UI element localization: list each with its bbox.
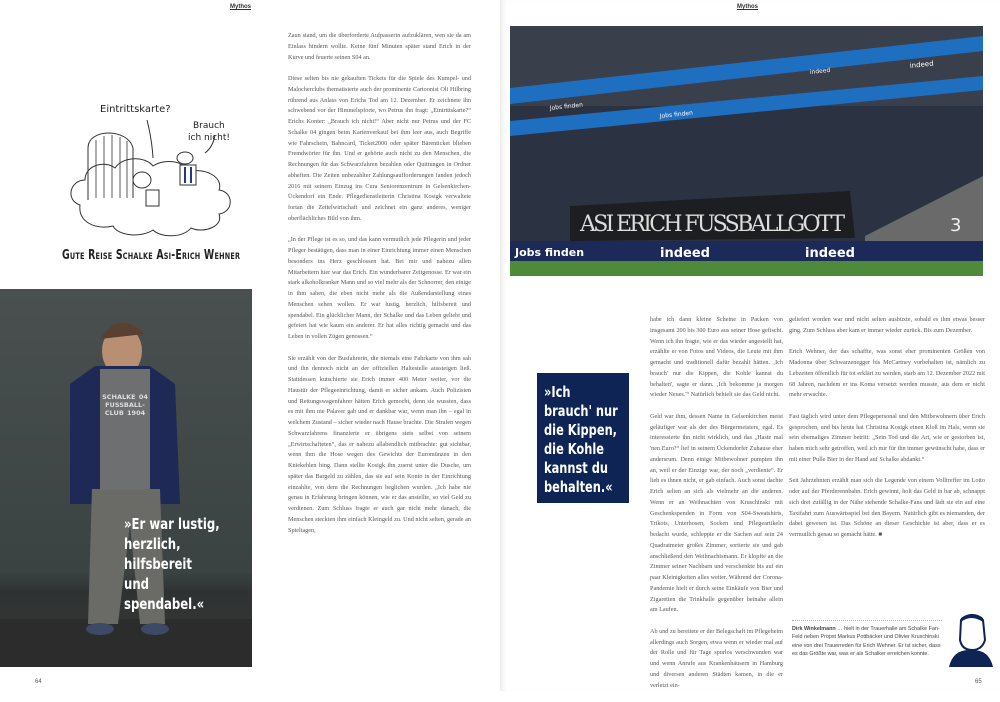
paragraph: Erich Wehner, der das schaffte, was sonst eher prominenten Größen von Madonna über Schwarzenegger bis McCartney vorbehalten ist, nämlich zu Lebzeiten öffentlich für tot erklärt zu werden, starb am 12. Dezember 2022 mit 68 Jahren, nachdem er ins Koma versetzt werden musste, aus dem er nicht mehr erwachte. <box>789 348 985 399</box>
stand-number: 3 <box>950 215 962 236</box>
cartoon-caption: Gute Reise Schalke Asi-Erich Wehner <box>62 248 241 263</box>
photo-quote-line: hilfsbereit <box>124 555 193 573</box>
page-number: 65 <box>975 679 982 685</box>
section-label: Mythos <box>737 4 758 10</box>
author-name: Dirk Winkelmann <box>792 626 836 632</box>
pull-quote-line: kannst du <box>544 459 608 477</box>
page-number: 64 <box>35 679 42 685</box>
paragraph: „In der Pflege ist es so, und das kann vermutlich jede Pflegerin und jeder Pfleger bestätigen, dass man in einer Einrichtung immer einen Menschen besonders ins Herz geschlossen hat. Bei mir und nahezu allen Mitarbeitern hier war das Erich. Ein wunderbarer Zeitgenosse. Er war ein stark alkoholkranker Mann und so viel mehr als der Schnorrer, den einige in ihm sahen, die eben nicht mehr als die Außendarstellung eines Menschen sehen wollen. Er war lustig, herzlich, hilfsbereit und spendabel. Ein glücklicher Mann, der Schalke und das Leben geliebt und gefeiert hat wie kaum ein anderer. Er hat alles richtig gemacht und das Leben in vollen Zügen genossen.“ <box>288 236 471 340</box>
paragraph: Diese selten bis nie gekauften Tickets für die Spiele des Kumpel- und Malocherclubs thematisierte auch der prominente Cartoonist Oli Hilbring rührend aus Anlass von Erichs Tod am 12. Dezember. Er zeichnete ihn schwebend vor der Himmelspforte, wo Petrus ihn fragt: „Eintrittskarte?“ Erichs Konter: „Brauch ich nicht!“ Aber nicht nur Petrus und der FC Schalke 04 gingen beim Kartenverkauf bei ihm leer aus, auch Begriffe wie Fahrschein, Bahncard, Ticket2000 oder später Bärenticket blieben Fremdwörter für ihn. Und er gehörte auch nicht zu den Menschen, die Rechnungen für das Schwarzfahren bezahlen oder Quittungen in Ordner abheften. Die Zeiten unbezahlter Zahlungsaufforderungen fanden jedoch 2016 mit seinem Einzug ins Cura Seniorenzentrum in Gelsenkirchen-Ückendorf ein Ende. Pflegedienstleiterin Christina Kosigk verwaltete fortan die Zettelwirtschaft und zeichnet ein ganz anderes, weniger oberflächliches Bild von ihm. <box>288 75 471 222</box>
photo-quote-line: herzlich, <box>124 535 181 553</box>
left-page <box>0 0 500 691</box>
speech-bubble-erich-line2: ich nicht! <box>188 133 231 143</box>
cartoon-illustration <box>60 40 260 240</box>
ad-board-text: indeed <box>909 59 934 70</box>
ad-board-text: indeed <box>809 66 831 76</box>
shirt-print-text: SCHALKE 04 FUSSBALL-CLUB 1904 <box>102 393 148 417</box>
fan-banner-text: ASI ERICH FUSSBALLGOTT <box>580 212 845 237</box>
paragraph: Seit Jahrzehnten erzählt man sich die Legende von einem Volltreffer im Lotto oder auf der Pferderennbahn. Erich gewinnt, holt das Geld in bar ab, schnappt sich drei zufällig in der Nähe stehende Schalke-Fans und lädt sie ein auf eine Taxifahrt zum Auswärtsspiel bei den Bayern. Natürlich gibt es niemanden, der dabei gewesen ist. Das Schöne an dieser Geschichte ist aber, dass er es vermutlich genau so gemacht hätte. ■ <box>789 477 985 538</box>
author-credit <box>792 620 942 658</box>
paragraph: Sie erzählt von der Busfahrerin, die niemals eine Fahrkarte von ihm sah und ihn dennoch nicht an der offiziellen Haltestelle aussteigen ließ. Stattdessen kutschierte sie Erich immer 400 Meter weiter, vor die Haustür der Pflegeeinrichtung, damit er sicher ankam. Auch Polizisten und Rettungswagenfahrer hätten Erich gemocht, denn sie wussten, dass es mit ihm nie Palaver gab und er dankbar war, wenn man ihn – egal in welchem Zustand – sicher wieder nach Hause brachte. Die Strafen wegen Schwarzfahrens finanzierte er übrigens stets selbst von seinem „Erwirtschafteten“, das er nahezu allabendlich mitbrachte: gut sichtbar, wenn ihm die Hose wegen des Gewichts der Euromünzen in den Kniekehlen hing. Dann stellte Kosigk ihn zuerst unter die Dusche, um später das Bargeld zu zählen, das sie auf sein Konto in der Einrichtung einzahlte, von dem die Rechnungen beglichen wurden. „Ich habe nie genau in Erfahrung bringen können, wie er das anstellte, so viel Geld zu verdienen. Zum Schluss fragte er auch gar nicht mehr danach, die Menschen steckten ihm einfach Kleingeld zu. Und nicht selten, gerade an Spieltagen, <box>288 354 471 534</box>
stadium-photo <box>510 26 983 276</box>
speech-bubble-petrus: Eintrittskarte? <box>100 104 171 115</box>
portrait-photo <box>0 289 252 667</box>
pull-quote-line: »Ich <box>544 383 571 401</box>
right-page <box>500 0 1000 691</box>
author-credit-text: … hielt in der Trauerhalle am Schalke Fan-Feld neben Propst Markus Pottbäcker und Olivier Kruschinski eine von drei Trauerreden für Erich Wehner. Er ist sicher, dass es das Größte war, was er als Schalker erreichen konnte. <box>792 626 941 657</box>
paragraph: Geld war ihm, dessen Name in Gelsenkirchen meist geläufiger war als der des Bürgermeisters, egal. Es interessierte ihn nicht wirklich, und das „Haste mal 'nen Euro?“ lief in seinem Ückendorfer Zuhause eher andersrum. Denn einige Mitbewohner pumpten ihn an, weil er der Einzige war, der noch „verdiente“. Er lieh es ihnen nicht, er gab einfach. Auch sonst dachte Erich selten an sich als vielmehr an die anderen. Wenn er an Weihnachten von Kruschinski mit Geschenkspenden in Form von S04-Sweatshirts, Trikots, Unterhosen, Socken und Pflegeartikeln bedacht wurde, schleppte er die Sachen auf sein 24 Quadratmeter großes Zimmer, sortierte sie und gab anschließend den Weihnachtsmann. Er klopfte an die Zimmer seiner Nachbarn und verschenkte bis auf ein paar Kleinigkeiten alles weiter. Während der Corona-Pandemie hielt er durch seine Einkäufe von Bier und Zigaretten die Trinkhalle gegenüber beinahe allein am Laufen. <box>650 412 783 614</box>
pull-quote-line: behalten.« <box>544 478 613 496</box>
pull-quote-box <box>537 373 629 503</box>
article-column-right <box>789 315 985 552</box>
article-column-middle <box>650 315 783 702</box>
photo-pull-quote <box>124 514 224 614</box>
author-portrait-illustration <box>947 612 995 667</box>
paragraph: Zaun stand, um die überforderte Aufpasserin aufzuklären, wen sie da am Einlass hindern wollte. Keine fünf Minuten später stand Erich in der Kurve und feuerte seinen S04 an. <box>288 32 471 61</box>
paragraph: Fast täglich wird unter dem Pflegepersonal und den Mitbewohnern über Erich gesprochen, und bis heute hat Christina Kosigk einen Kloß im Hals, wenn sie sein ehemaliges Zimmer betritt: „Sein Tod und die Art, wie er gestorben ist, haben mich sehr getroffen, weil ich mir für ihn immer gewünscht habe, dass er mit einer Pulle Bier in der Hand auf Schalke abdankt.“ <box>789 412 985 463</box>
ad-board-text: Jobs finden <box>549 101 584 112</box>
paragraph: geliefert worden war und nicht selten ausbüxte, sobald es ihm etwas besser ging. Zum Schluss aber kam er immer wieder zurück. Bis zum Dezember. <box>789 316 985 334</box>
paragraph: Ab und zu bereitete er der Belegschaft im Pflegeheim allerdings auch Sorgen, etwa wenn er wieder mal auf der Rolle und für Tage spurlos verschwunden war und wenn Anrufe aus Krankenhäusern in Hamburg und diversen anderen Städten kamen, in die er verletzt ein- <box>650 627 783 689</box>
pull-quote-line: die Kohle <box>544 440 604 458</box>
ad-board-text: indeed <box>660 246 710 261</box>
ad-board-text: indeed <box>805 246 855 261</box>
photo-quote-line: »Er war lustig, <box>124 515 220 533</box>
photo-quote-line: und spendabel.« <box>124 575 205 613</box>
paragraph: habe ich dann kleine Scheine in Packen von insgesamt 200 bis 300 Euro aus seiner Hose gefischt. Wenn ich ihn fragte, wie er das wieder angestellt hat, erzählte er von Fotos und Videos, die Leute mit ihm gemacht und traditionell dafür bezahlt hätten. ‚Ich brauch' nur die Kippen, die Kohle kannst du behalten', sagte er dann. ‚Ich bekomme ja morgen wieder Neues.'“ Natürlich behielt sie das Geld nicht. <box>650 316 783 399</box>
article-column-left <box>288 31 471 547</box>
ad-board-text: Jobs finden <box>659 109 694 120</box>
speech-bubble-erich-line1: Brauch <box>193 121 225 131</box>
pull-quote-line: brauch' nur <box>544 402 618 420</box>
ad-board-text: Jobs finden <box>515 246 585 259</box>
pull-quote-line: die Kippen, <box>544 421 618 439</box>
section-label: Mythos <box>230 4 251 10</box>
